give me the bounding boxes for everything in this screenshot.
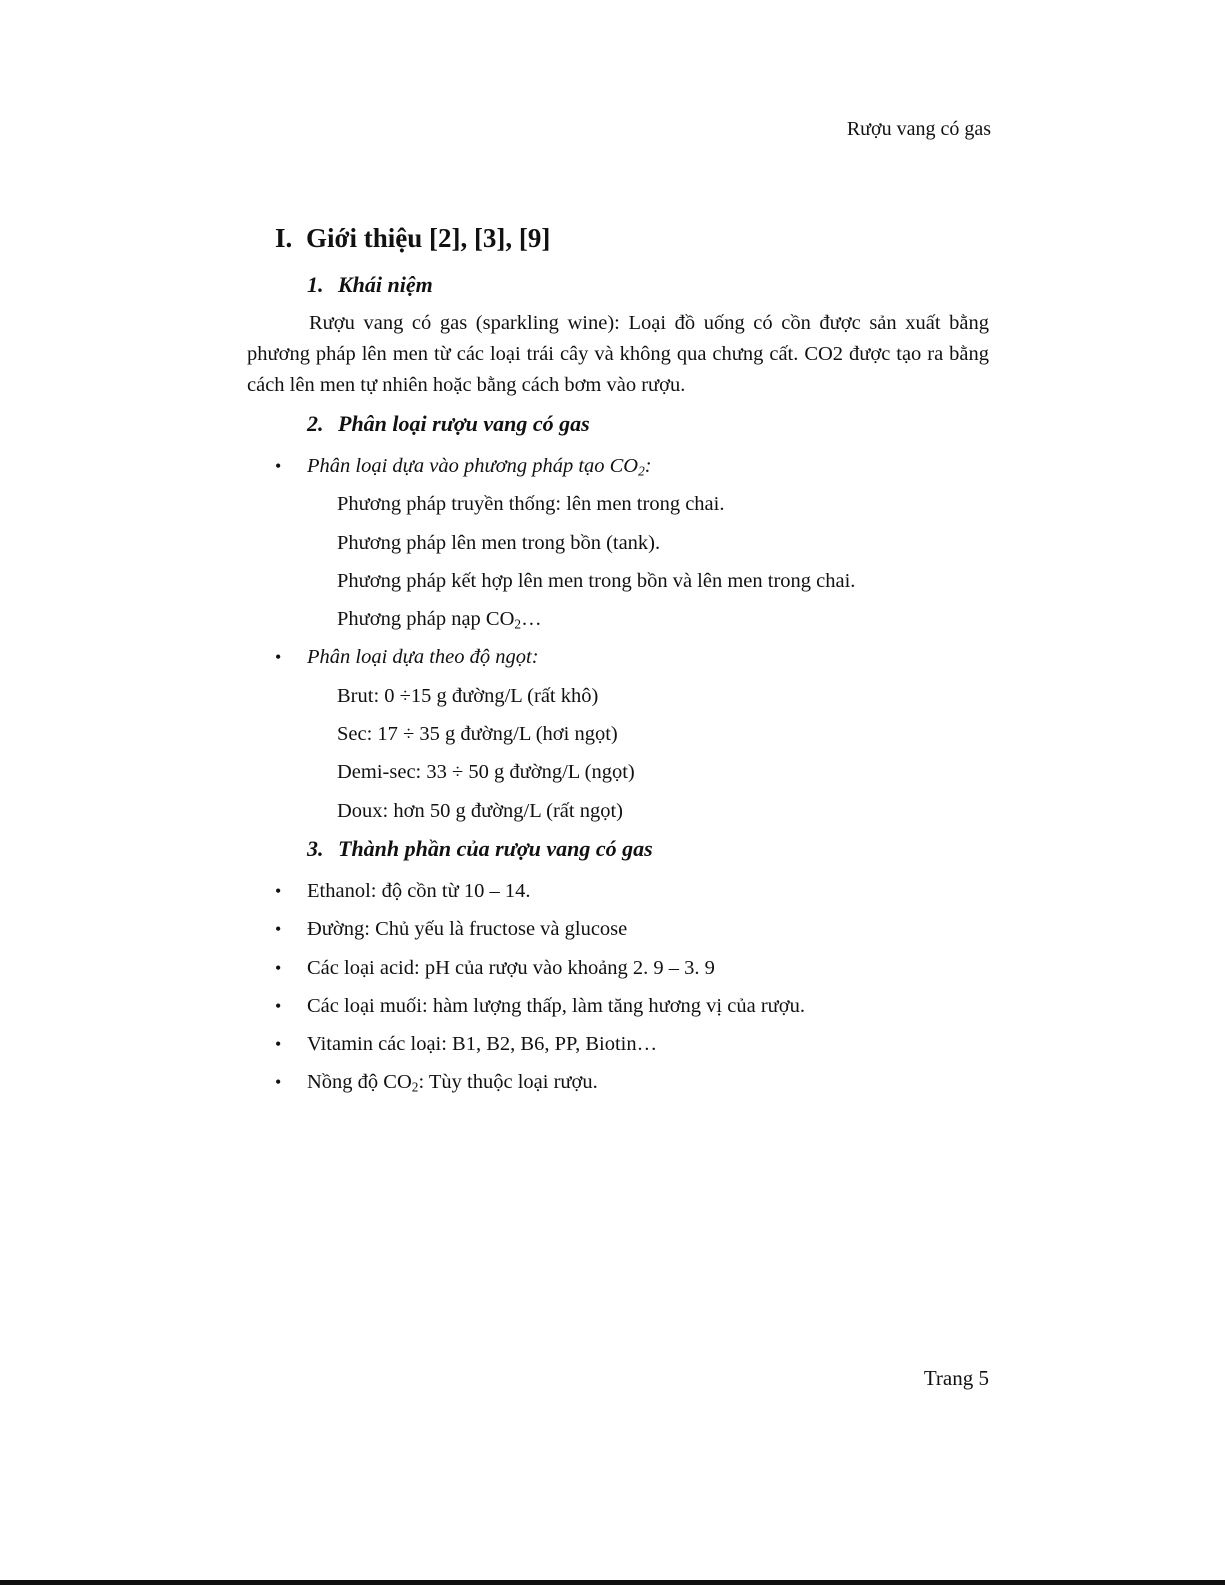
bullet-item <box>247 910 989 948</box>
bullet-icon: • <box>275 456 282 476</box>
bullet-text: Các loại muối: hàm lượng thấp, làm tăng hương vị của rượu. <box>307 994 805 1017</box>
list-item <box>247 600 989 638</box>
list-item: Phương pháp kết hợp lên men trong bồn và lên men trong chai. <box>337 569 856 592</box>
bottom-edge-rule <box>0 1580 1225 1585</box>
running-header: Rượu vang có gas <box>846 118 991 140</box>
list-item: Brut: 0 ÷15 g đường/L (rất khô) <box>337 684 599 707</box>
page-content <box>247 218 989 1102</box>
subheading-classification <box>307 405 989 443</box>
section-heading <box>275 218 989 258</box>
bullet-icon: • <box>275 957 282 978</box>
bullet-item <box>247 987 989 1025</box>
subheading-title: Phân loại rượu vang có gas <box>338 411 590 436</box>
bullet-text <box>307 1071 598 1093</box>
bullet-item <box>247 949 989 987</box>
subheading-number: 2. <box>307 411 324 436</box>
bullet-text: Vitamin các loại: B1, B2, B6, PP, Biotin… <box>307 1033 658 1056</box>
label-text: Phân loại dựa vào phương pháp tạo CO <box>307 455 639 477</box>
section-number: I. <box>275 223 293 253</box>
bullet-icon: • <box>275 647 282 668</box>
bullet-classification-method <box>247 447 989 485</box>
bullet-classification-sweetness <box>247 638 989 676</box>
subheading-title: Thành phần của rượu vang có gas <box>338 835 653 861</box>
section-title: Giới thiệu [2], [3], [9] <box>306 223 551 253</box>
bullet-text: Đường: Chủ yếu là fructose và glucose <box>307 918 628 941</box>
list-item: Demi-sec: 33 ÷ 50 g đường/L (ngọt) <box>337 761 635 784</box>
bullet-item <box>247 872 989 910</box>
bullet-icon: • <box>275 880 282 901</box>
item-suffix: : Tùy thuộc loại rượu. <box>418 1071 598 1094</box>
subscript-2: 2 <box>411 1079 419 1095</box>
concept-paragraph: Rượu vang có gas (sparkling wine): Loại đồ uống có cồn được sản xuất bằng phương pháp lên men từ các loại trái cây và không qua chưng cất. CO2 được tạo ra bằng cách lên men tự nhiên hoặc bằng cách bơm vào rượu. <box>247 312 989 396</box>
bullet-text: Ethanol: độ cồn từ 10 – 14. <box>307 879 531 902</box>
subscript-2: 2 <box>514 616 522 632</box>
bullet-icon: • <box>275 995 282 1016</box>
bullet-icon: • <box>275 1034 282 1055</box>
item-text: Phương pháp nạp CO <box>337 608 515 631</box>
list-item: Phương pháp lên men trong bồn (tank). <box>337 531 661 554</box>
label-suffix: : <box>644 455 652 477</box>
subheading-title: Khái niệm <box>338 272 433 297</box>
item-text: Nồng độ CO <box>307 1071 412 1094</box>
list-item: Sec: 17 ÷ 35 g đường/L (hơi ngọt) <box>337 723 618 746</box>
subheading-concept <box>307 266 989 304</box>
list-item: Phương pháp truyền thống: lên men trong chai. <box>337 493 725 516</box>
subheading-components <box>307 830 989 868</box>
page-number: Trang 5 <box>923 1366 989 1390</box>
subscript-2: 2 <box>638 463 645 479</box>
bullet-label: Phân loại dựa theo độ ngọt: <box>307 646 539 669</box>
bullet-item <box>247 1025 989 1063</box>
subheading-number: 1. <box>307 272 324 297</box>
bullet-label <box>307 455 652 477</box>
list-item: Doux: hơn 50 g đường/L (rất ngọt) <box>337 799 623 822</box>
bullet-text: Các loại acid: pH của rượu vào khoảng 2. 9 – 3. 9 <box>307 956 715 979</box>
bullet-icon: • <box>275 919 282 940</box>
bullet-icon: • <box>275 1072 282 1093</box>
bullet-item <box>247 1063 989 1101</box>
subheading-number: 3. <box>307 835 324 861</box>
item-suffix: … <box>521 608 542 631</box>
